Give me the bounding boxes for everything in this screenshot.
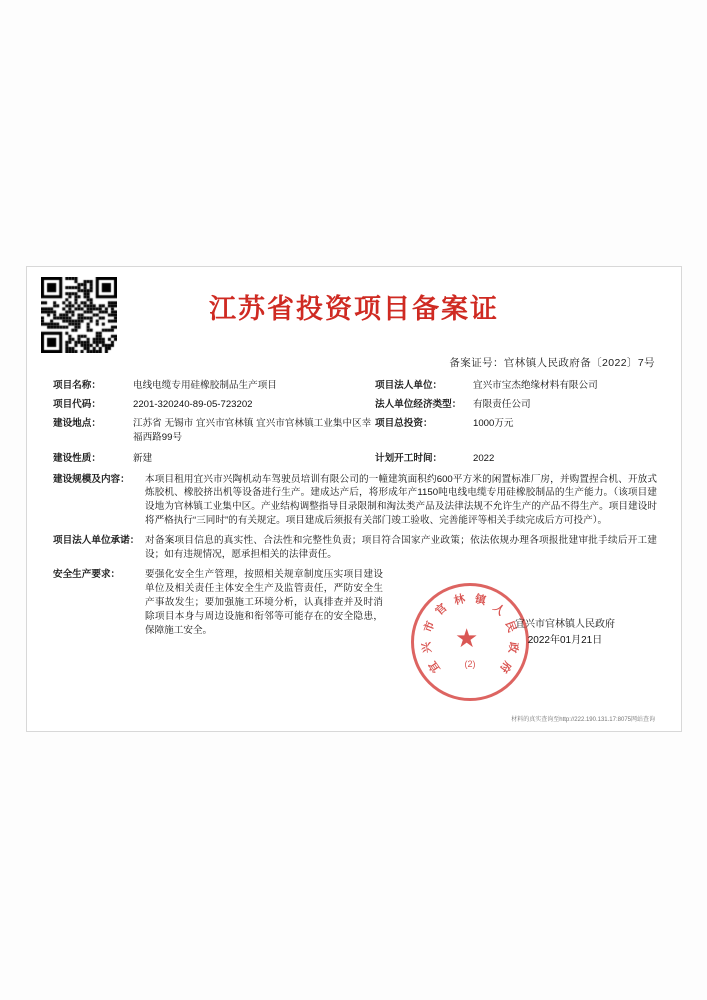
- total-investment-value: 1000万元: [473, 417, 514, 429]
- site-label: 建设地点：: [53, 417, 101, 429]
- site-value: 江苏省 无锡市 宜兴市官林镇 宜兴市官林镇工业集中区幸福西路99号: [133, 417, 372, 443]
- signature-authority: 宜兴市官林镇人民政府: [515, 619, 615, 630]
- economic-type-label: 法人单位经济类型：: [375, 398, 462, 410]
- field-total-investment: [375, 417, 657, 445]
- commitment-label: 项目法人单位承诺：: [53, 535, 140, 547]
- field-project-code: [53, 398, 375, 412]
- record-number: 备案证号：官林镇人民政府备〔2022〕7号: [449, 357, 655, 369]
- legal-entity-label: 项目法人单位：: [375, 380, 443, 391]
- table-row: [53, 417, 657, 445]
- verification-footnote: 材料的真实查询至http://222.190.131.17:8075网站查询: [511, 717, 655, 723]
- start-time-value: 2022: [473, 452, 495, 464]
- table-row: [53, 398, 657, 412]
- document-title: 江苏省投资项目备案证: [209, 294, 499, 325]
- field-start-time: [375, 452, 657, 466]
- field-safety: [53, 568, 383, 638]
- field-site: [53, 417, 375, 445]
- signature-block: [515, 617, 615, 649]
- economic-type-value: 有限责任公司: [473, 398, 531, 410]
- project-name-label: 项目名称：: [53, 380, 101, 391]
- field-nature: [53, 452, 375, 466]
- signature-date: 2022年01月21日: [527, 635, 603, 646]
- safety-label: 安全生产要求：: [53, 568, 121, 580]
- certificate-card: [26, 266, 682, 732]
- field-economic-type: [375, 398, 657, 412]
- fields-table: [53, 379, 657, 644]
- field-commitment: [53, 534, 657, 562]
- seal-star-icon: ★: [455, 623, 479, 653]
- scale-value: 本项目租用宜兴市兴陶机动车驾驶员培训有限公司的一幢建筑面积约600平方米的闲置标准厂房，并购置捏合机、开放式炼胶机、橡胶挤出机等设备进行生产。建成达产后，将形成年产1150吨电线电缆专用硅橡胶制品的生产能力。（该项目建设地为官林镇工业集中区。产业结构调整指导目录限制和淘汰类产品及法律法规不允许生产的产品不得生产。项目建设时将严格执行“三同时”的有关规定。项目建成后须报有关部门竣工验收、完善能评等相关手续完成后方可投产）。: [145, 473, 657, 527]
- field-scale: [53, 473, 657, 529]
- seal-number: (2): [464, 659, 476, 669]
- field-project-name: [53, 379, 375, 393]
- seal-arc-text: 宜 兴 市 官 林 镇 人 民 政 府: [420, 593, 520, 675]
- project-name-value: 电线电缆专用硅橡胶制品生产项目: [133, 380, 277, 391]
- scale-label: 建设规模及内容：: [53, 473, 130, 485]
- table-row: [53, 379, 657, 393]
- project-code-label: 项目代码：: [53, 398, 101, 410]
- safety-value: 要强化安全生产管理，按照相关规章制度压实项目建设单位及相关责任主体安全生产及监管责任，严防安全生产事故发生；要加强施工环境分析，认真排查并及时消除项目本身与周边设施和衔邻等可能存在的安全隐患，保障施工安全。: [145, 568, 383, 636]
- nature-label: 建设性质：: [53, 452, 101, 464]
- total-investment-label: 项目总投资：: [375, 417, 433, 429]
- field-legal-entity: [375, 379, 657, 393]
- project-code-value: 2201-320240-89-05-723202: [133, 398, 253, 410]
- commitment-value: 对备案项目信息的真实性、合法性和完整性负责；项目符合国家产业政策；依法依规办理各项报批建审批手续后开工建设；如有违规情况，愿承担相关的法律责任。: [145, 535, 657, 561]
- nature-value: 新建: [133, 452, 153, 464]
- table-row: [53, 452, 657, 466]
- start-time-label: 计划开工时间：: [375, 452, 443, 464]
- legal-entity-value: 宜兴市宝杰绝缘材料有限公司: [473, 380, 598, 391]
